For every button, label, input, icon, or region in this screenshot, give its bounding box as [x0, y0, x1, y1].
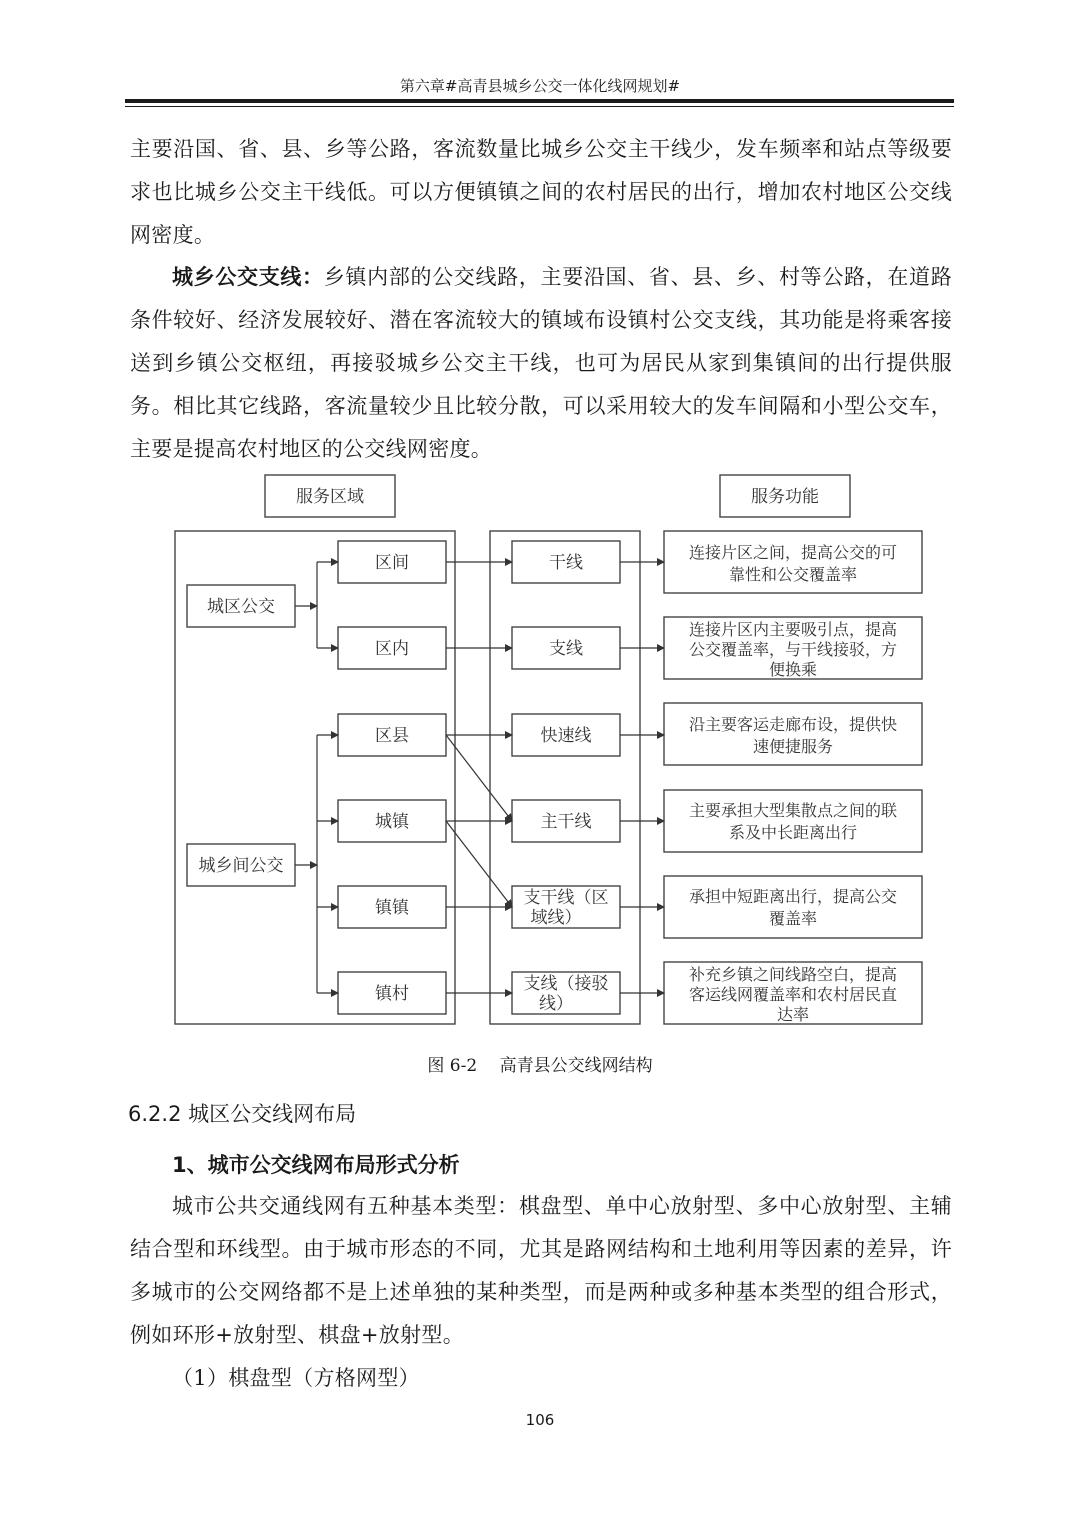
running-header: 第六章#高青县城乡公交一体化线网规划#	[399, 77, 681, 95]
figure-caption: 图 6-2 高青县公交线网结构	[427, 1056, 653, 1076]
function-text: 速便捷服务	[752, 737, 834, 756]
function-box	[664, 790, 922, 852]
paragraph-3: 城市公共交通线网有五种基本类型：棋盘型、单中心放射型、多中心放射型、主辅结合型和环线型。由于城市形态的不同，尤其是路网结构和土地利用等因素的差异，许多城市的公交网络都不是上述单独的某种类型，而是两种或多种基本类型的组合形式，例如环形+放射型、棋盘+放射型。	[130, 1194, 952, 1347]
area-label: 镇村	[375, 984, 409, 1004]
function-text: 公交覆盖率，与干线接驳，方	[688, 640, 898, 659]
line-group-frame	[490, 531, 640, 1024]
line-label: 线）	[539, 994, 573, 1014]
paragraph-1: 主要沿国、省、县、乡等公路，客流数量比城乡公交主干线少，发车频率和站点等级要求也比城乡公交主干线低。可以方便镇镇之间的农村居民的出行，增加农村地区公交线网密度。	[130, 137, 952, 247]
area-label: 城镇	[375, 812, 409, 832]
function-text: 连接片区内主要吸引点，提高	[688, 620, 898, 639]
function-text: 承担中短距离出行，提高公交	[688, 887, 898, 906]
subsection-heading: 1、城市公交线网布局形式分析	[172, 1153, 460, 1177]
source-label: 城乡间公交	[198, 856, 284, 876]
connector-area-to-line	[446, 821, 512, 907]
function-text: 达率	[776, 1005, 810, 1024]
line-label: 干线	[549, 553, 583, 573]
line-label: 支线	[549, 639, 583, 659]
function-text: 客运线网覆盖率和农村居民直	[688, 985, 898, 1004]
function-text: 便换乘	[768, 660, 818, 679]
area-label: 镇镇	[375, 898, 409, 918]
list-item-1: （1）棋盘型（方格网型）	[172, 1366, 420, 1390]
function-text: 系及中长距离出行	[728, 823, 858, 842]
function-text: 连接片区之间，提高公交的可	[688, 543, 898, 562]
function-text: 覆盖率	[768, 909, 818, 928]
section-heading: 6.2.2 城区公交线网布局	[128, 1102, 357, 1126]
function-text: 主要承担大型集散点之间的联	[688, 801, 898, 820]
connector-area-to-line	[446, 735, 512, 821]
function-text: 靠性和公交覆盖率	[728, 565, 858, 584]
diagram-title-left: 服务区域	[296, 487, 364, 507]
line-label: 支干线（区	[523, 888, 609, 908]
area-label: 区内	[375, 639, 409, 659]
page-number: 106	[525, 1411, 555, 1429]
area-label: 区县	[375, 726, 409, 746]
paragraph-2-body: 乡镇内部的公交线路，主要沿国、省、县、乡、村等公路，在道路条件较好、经济发展较好、潜在客流较大的镇域布设镇村公交支线，其功能是将乘客接送到乡镇公交枢纽，再接驳城乡公交主干线，也可为居民从家到集镇间的出行提供服务。相比其它线路，客流量较少且比较分散，可以采用较大的发车间隔和小型公交车，主要是提高农村地区的公交线网密度。	[130, 265, 952, 461]
area-label: 区间	[375, 553, 409, 573]
function-text: 补充乡镇之间线路空白，提高	[688, 965, 898, 984]
source-label: 城区公交	[207, 597, 275, 617]
line-label: 主干线	[540, 812, 592, 832]
line-label: 快速线	[540, 726, 592, 746]
line-label: 域线）	[530, 908, 582, 928]
line-label: 支线（接驳	[523, 974, 609, 994]
function-text: 沿主要客运走廊布设，提供快	[688, 715, 898, 734]
function-box	[664, 876, 922, 938]
diagram-title-right: 服务功能	[751, 487, 819, 507]
paragraph-2-label: 城乡公交支线：	[172, 265, 324, 289]
